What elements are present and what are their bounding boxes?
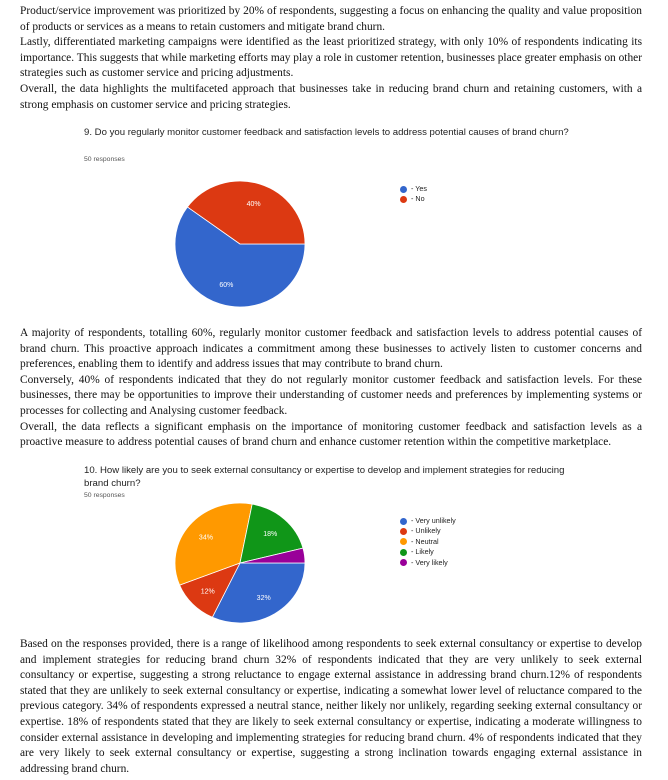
paragraph: Overall, the data reflects a significant emphasis on the importance of monitoring customer feedback and satisfaction levels as a proactive measure to address potential causes of brand churn and enhance customer retention within the competitive marketplace. (20, 420, 642, 449)
paragraph: Based on the responses provided, there is a range of likelihood among respondents to seek external consultancy or expertise to develop and implement strategies for reducing brand churn 32% of respondents indicated that they are very unlikely to seek external consultancy or expertise, suggesting a strong reluctance to engage external assistance in addressing brand churn.12% of respondents stated that they are unlikely to seek external consultancy or expertise, indicating a somewhat lower level of reluctance compared to the previous category. 34% of respondents expressed a neutral stance, neither likely nor unlikely, regarding seeking external consultancy or expertise. 18% of respondents stated that they are likely to seek external consultancy or expertise, indicating a moderate willingness to consider external assistance in developing and implementing strategies for reducing brand churn. 4% of respondents indicated that they are very likely to seek external consultancy or expertise, suggesting a strong inclination towards engaging external assistance in addressing brand churn. (20, 638, 642, 775)
legend-label: - Neutral (411, 536, 439, 546)
paragraph: Conversely, 40% of respondents indicated that they do not regularly monitor customer feedback and satisfaction levels. For these businesses, there may be opportunities to improve their understanding of customer needs and preferences by implementing systems or processes for collecting and Analysing customer feedback. (20, 373, 642, 417)
legend-label: - Unlikely (411, 526, 441, 536)
q9-chart-card (80, 122, 600, 312)
legend-item (400, 547, 456, 557)
pie-data-label: 40% (246, 200, 261, 208)
q10-legend (400, 516, 456, 568)
legend-item (400, 516, 456, 526)
legend-item (400, 558, 456, 568)
q10-chart-card (80, 460, 600, 630)
paragraph: Overall, the data highlights the multifaceted approach that businesses take in reducing brand churn and retaining customers, with a strong emphasis on customer service and pricing strategies. (20, 82, 642, 111)
pie-data-label: 60% (219, 282, 234, 290)
paragraph: Product/service improvement was prioritized by 20% of respondents, suggesting a focus on enhancing the quality and value proposition of products or services as a means to retain customers and mitigate brand churn. (20, 5, 642, 33)
legend-swatch (400, 196, 407, 203)
q9-title: 9. Do you regularly monitor customer feedback and satisfaction levels to address potential causes of brand churn? (84, 127, 569, 138)
legend-swatch (400, 559, 407, 566)
legend-item (400, 537, 456, 547)
legend-swatch (400, 528, 407, 535)
legend-item (400, 194, 427, 204)
legend-swatch (400, 538, 407, 545)
pie-data-label: 18% (263, 530, 278, 538)
q9-legend (400, 184, 427, 205)
paragraph: A majority of respondents, totalling 60%, regularly monitor customer feedback and satisfaction levels to address potential causes of brand churn. This proactive approach indicates a commitment among these businesses to actively listen to customer concerns and preferences, enabling them to identify and address issues that may contribute to brand churn. (20, 327, 642, 371)
pie-data-label: 12% (200, 588, 215, 596)
q9-pie-chart (140, 166, 400, 316)
q10-analysis-text (20, 637, 642, 777)
legend-swatch (400, 518, 407, 525)
pie-data-label: 34% (198, 534, 213, 542)
legend-swatch (400, 186, 407, 193)
legend-label: - Yes (411, 184, 427, 193)
pie-data-label: 32% (256, 594, 271, 602)
legend-item (400, 184, 427, 194)
legend-item (400, 526, 456, 536)
legend-label: - Very likely (411, 557, 448, 567)
legend-label: - No (411, 194, 425, 204)
q10-responses-count: 50 responses (84, 492, 125, 499)
intro-text (20, 4, 642, 113)
paragraph: Lastly, differentiated marketing campaigns were identified as the least prioritized strategy, with only 10% of respondents indicating its importance. This suggests that while marketing efforts may play a role in customer retention, businesses place greater emphasis on other strategies such as customer service and pricing adjustments. (20, 36, 642, 80)
legend-swatch (400, 549, 407, 556)
q10-pie-chart (140, 500, 400, 625)
legend-label: - Likely (411, 547, 434, 557)
legend-label: - Very unlikely (411, 516, 456, 525)
q10-title: 10. How likely are you to seek external consultancy or expertise to develop and implement strategies for reducing brand churn? (84, 465, 565, 489)
q9-responses-count: 50 responses (84, 156, 125, 163)
q9-analysis-text (20, 326, 642, 451)
